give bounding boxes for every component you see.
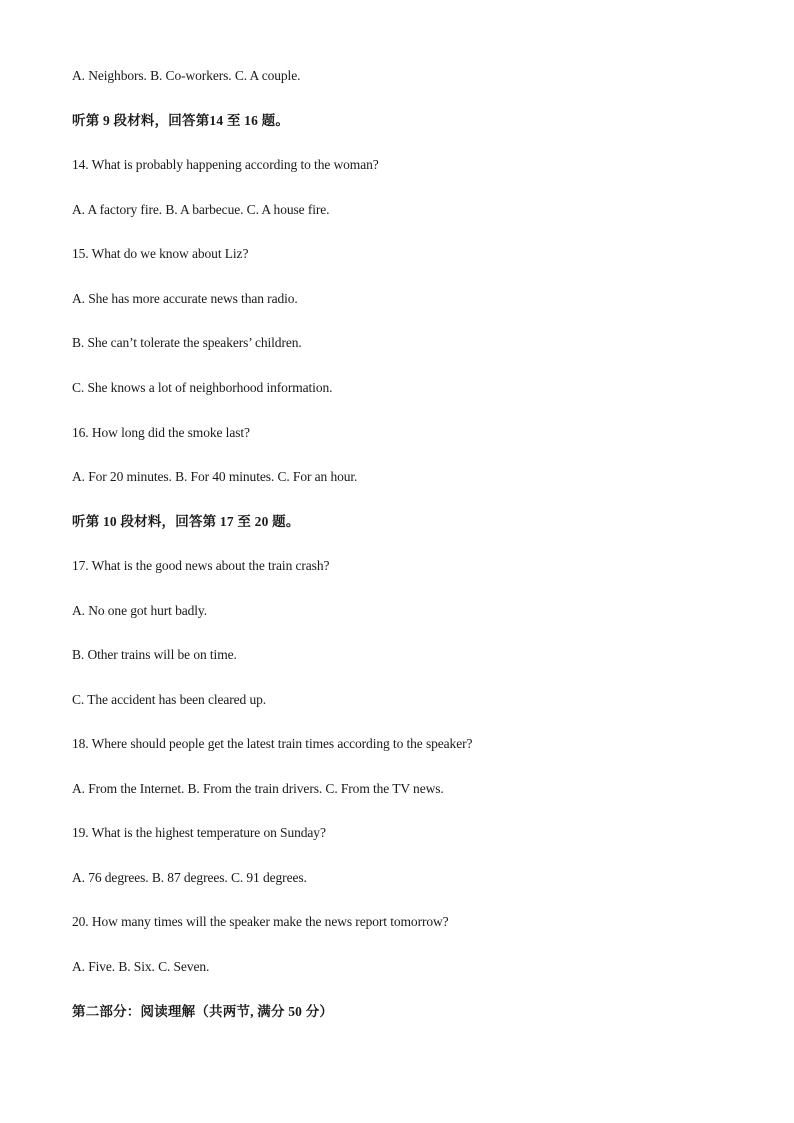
q15-option-c: C. She knows a lot of neighborhood information.	[72, 380, 333, 395]
section-heading-material-10: 听第 10 段材料，回答第 17 至 20 题。	[72, 514, 300, 529]
q13-options: A. Neighbors. B. Co-workers. C. A couple.	[72, 68, 301, 83]
question-17: 17. What is the good news about the train crash?	[72, 558, 330, 573]
question-14: 14. What is probably happening according to the woman?	[72, 157, 379, 172]
q15-option-b: B. She can’t tolerate the speakers’ children.	[72, 335, 302, 350]
q20-options: A. Five. B. Six. C. Seven.	[72, 959, 210, 974]
q17-option-a: A. No one got hurt badly.	[72, 603, 207, 618]
q15-option-a: A. She has more accurate news than radio.	[72, 291, 298, 306]
q18-options: A. From the Internet. B. From the train drivers. C. From the TV news.	[72, 781, 444, 796]
q17-option-c: C. The accident has been cleared up.	[72, 692, 267, 707]
q14-options: A. A factory fire. B. A barbecue. C. A house fire.	[72, 202, 330, 217]
question-15: 15. What do we know about Liz?	[72, 246, 249, 261]
q19-options: A. 76 degrees. B. 87 degrees. C. 91 degrees.	[72, 870, 307, 885]
question-20: 20. How many times will the speaker make the news report tomorrow?	[72, 914, 449, 929]
question-19: 19. What is the highest temperature on Sunday?	[72, 825, 326, 840]
question-18: 18. Where should people get the latest train times according to the speaker?	[72, 736, 473, 751]
question-16: 16. How long did the smoke last?	[72, 425, 250, 440]
q17-option-b: B. Other trains will be on time.	[72, 647, 237, 662]
q16-options: A. For 20 minutes. B. For 40 minutes. C. For an hour.	[72, 469, 358, 484]
section-heading-material-9: 听第 9 段材料，回答第14 至 16 题。	[72, 113, 290, 128]
part-two-heading: 第二部分：阅读理解（共两节, 满分 50 分）	[72, 1004, 334, 1019]
